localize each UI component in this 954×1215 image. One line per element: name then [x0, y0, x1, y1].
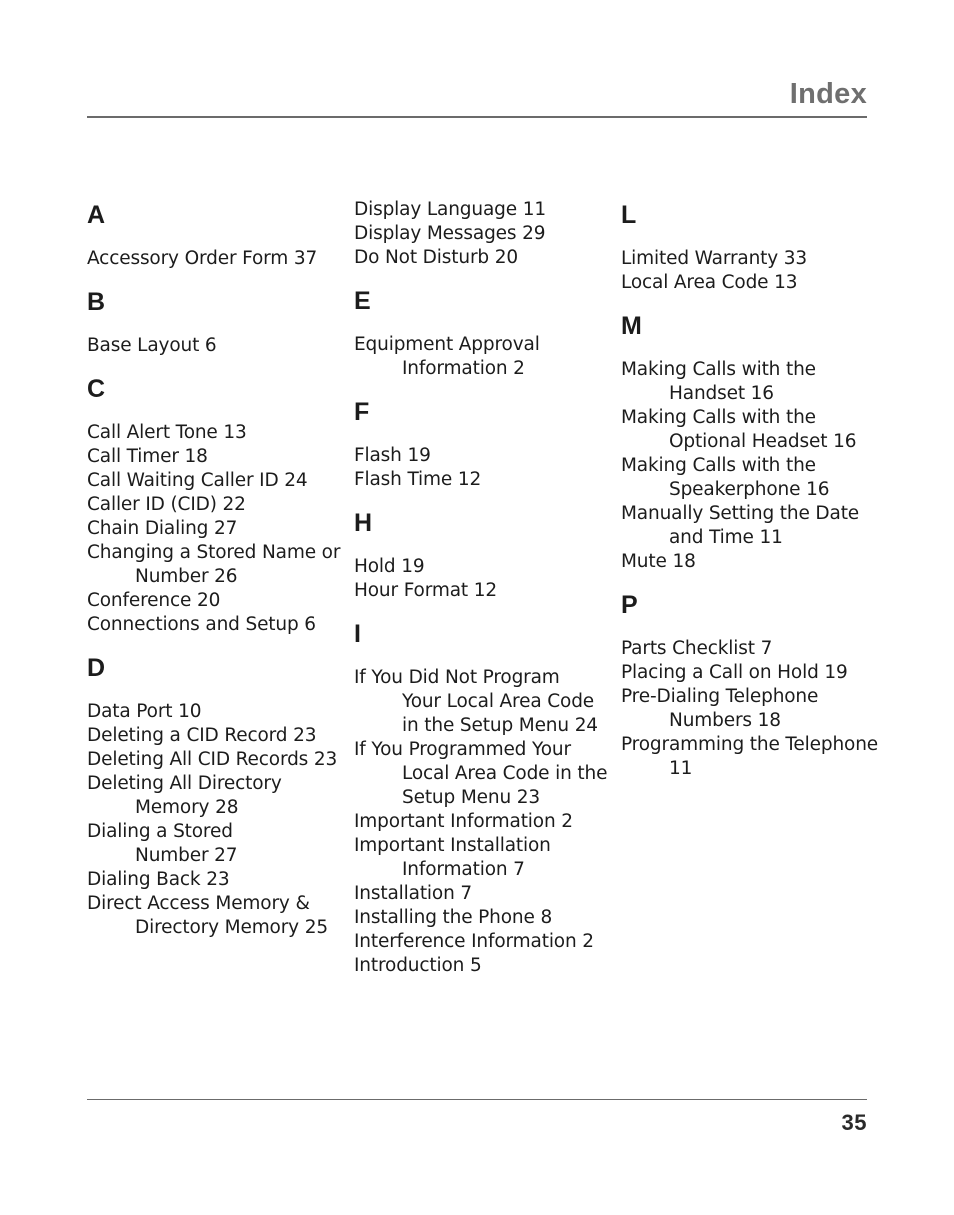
entry-text: Programming the Telephone	[621, 734, 879, 755]
section-letter: B	[87, 288, 106, 316]
entry-text: Introduction 5	[354, 955, 482, 976]
entry-continuation: 11	[669, 758, 693, 779]
index-section	[354, 395, 604, 492]
entry-text: Pre-Dialing Telephone	[621, 686, 819, 707]
index-entry	[354, 468, 604, 492]
entry-text: Do Not Disturb 20	[354, 247, 518, 268]
entry-text: Hour Format 12	[354, 580, 497, 601]
index-entry	[354, 666, 604, 738]
index-entry	[87, 334, 337, 358]
entry-text: Making Calls with the	[621, 455, 816, 476]
entry-text: Deleting All Directory	[87, 773, 282, 794]
index-entry	[354, 834, 604, 882]
index-entry	[621, 358, 871, 406]
index-section	[354, 284, 604, 381]
entry-text: Parts Checklist 7	[621, 638, 773, 659]
entry-text: Accessory Order Form 37	[87, 248, 318, 269]
index-entry	[354, 222, 604, 246]
index-entry	[87, 724, 337, 748]
entry-text: Direct Access Memory &	[87, 893, 310, 914]
entry-text: Flash Time 12	[354, 469, 482, 490]
index-entry	[87, 469, 337, 493]
entry-text: Dialing Back 23	[87, 869, 230, 890]
index-section	[621, 198, 871, 295]
index-entry	[87, 445, 337, 469]
index-entry	[87, 700, 337, 724]
entry-text: Mute 18	[621, 551, 696, 572]
index-entry	[621, 406, 871, 454]
index-entry	[87, 421, 337, 445]
index-section	[354, 506, 604, 603]
entry-continuation: Memory 28	[135, 797, 239, 818]
entry-text: Important Information 2	[354, 811, 573, 832]
index-entry	[354, 444, 604, 468]
section-letter: E	[354, 287, 371, 315]
index-entry	[87, 589, 337, 613]
entry-continuation: Information 7	[402, 859, 525, 880]
index-entry	[621, 454, 871, 502]
section-letter: I	[354, 620, 361, 648]
entry-text: Important Installation	[354, 835, 551, 856]
entry-continuation: Optional Headset 16	[669, 431, 857, 452]
index-entry	[354, 198, 604, 222]
index-entry	[354, 954, 604, 978]
entry-continuation: Your Local Area Code	[402, 691, 595, 712]
index-entry	[87, 613, 337, 637]
section-letter: A	[87, 201, 106, 229]
entry-continuation: Speakerphone 16	[669, 479, 830, 500]
entry-text: Equipment Approval	[354, 334, 540, 355]
entry-continuation: Number 27	[135, 845, 238, 866]
header-rule	[87, 116, 867, 118]
index-entry	[354, 246, 604, 270]
index-entry	[87, 820, 337, 868]
index-entry	[354, 930, 604, 954]
index-entry	[87, 748, 337, 772]
index-entry	[354, 738, 608, 810]
index-section	[354, 617, 608, 978]
entry-text: Limited Warranty 33	[621, 248, 808, 269]
entry-text: Caller ID (CID) 22	[87, 494, 246, 515]
index-entry	[621, 685, 871, 733]
entry-text: Chain Dialing 27	[87, 518, 238, 539]
index-entry	[354, 333, 604, 381]
section-letter: D	[87, 654, 106, 682]
entry-text: Hold 19	[354, 556, 425, 577]
index-entry	[87, 247, 337, 271]
entry-text: Installation 7	[354, 883, 473, 904]
entry-text: Display Language 11	[354, 199, 546, 220]
entry-continuation: Directory Memory 25	[135, 917, 328, 938]
index-section	[87, 651, 337, 940]
page-number: 35	[841, 1110, 867, 1135]
index-entry	[87, 772, 337, 820]
entry-continuation: Information 2	[402, 358, 525, 379]
index-entry	[354, 810, 604, 834]
entry-text: Installing the Phone 8	[354, 907, 553, 928]
entry-text: Manually Setting the Date	[621, 503, 860, 524]
index-entry	[87, 517, 337, 541]
entry-text: Dialing a Stored	[87, 821, 233, 842]
section-letter: C	[87, 375, 106, 403]
entry-text: Making Calls with the	[621, 359, 816, 380]
entry-text: Deleting All CID Records 23	[87, 749, 338, 770]
index-entry	[87, 868, 337, 892]
index-entry	[621, 550, 871, 574]
index-column-1	[87, 198, 341, 954]
entry-text: Interference Information 2	[354, 931, 594, 952]
index-column-3	[621, 198, 879, 795]
index-section	[87, 285, 337, 358]
index-entry	[87, 892, 337, 940]
index-section	[87, 372, 341, 637]
index-entry	[621, 733, 879, 781]
entry-continuation: and Time 11	[669, 527, 783, 548]
entry-text: Placing a Call on Hold 19	[621, 662, 848, 683]
entry-text: Making Calls with the	[621, 407, 816, 428]
entry-text: Call Timer 18	[87, 446, 208, 467]
entry-text: Data Port 10	[87, 701, 202, 722]
entry-text: Call Alert Tone 13	[87, 422, 247, 443]
index-entry	[621, 502, 871, 550]
entry-continuation: Numbers 18	[669, 710, 781, 731]
entry-text: Deleting a CID Record 23	[87, 725, 317, 746]
index-column-2	[354, 198, 608, 992]
index-entry	[354, 555, 604, 579]
index-entry	[621, 247, 871, 271]
section-letter: P	[621, 591, 638, 619]
section-letter: L	[621, 201, 637, 229]
entry-continuation: in the Setup Menu 24	[402, 715, 598, 736]
section-letter: F	[354, 398, 370, 426]
index-entry	[621, 661, 871, 685]
entry-continuation: Number 26	[135, 566, 238, 587]
entry-text: Connections and Setup 6	[87, 614, 316, 635]
entry-text: Changing a Stored Name or	[87, 542, 341, 563]
entry-text: Conference 20	[87, 590, 221, 611]
footer-rule	[87, 1099, 867, 1100]
index-entry	[87, 541, 341, 589]
section-letter: H	[354, 509, 373, 537]
entry-text: Display Messages 29	[354, 223, 546, 244]
entry-continuation: Setup Menu 23	[402, 787, 540, 808]
entry-text: If You Programmed Your	[354, 739, 571, 760]
index-section	[87, 198, 337, 271]
entry-continuation: Handset 16	[669, 383, 774, 404]
entry-continuation: Local Area Code in the	[402, 763, 608, 784]
index-section	[621, 588, 879, 781]
index-entry	[354, 579, 604, 603]
entry-text: If You Did Not Program	[354, 667, 560, 688]
entry-text: Call Waiting Caller ID 24	[87, 470, 308, 491]
entry-text: Local Area Code 13	[621, 272, 798, 293]
section-letter: M	[621, 312, 642, 340]
index-entry	[621, 637, 871, 661]
index-entry	[354, 906, 604, 930]
index-section	[621, 309, 871, 574]
index-entry	[621, 271, 871, 295]
index-entry	[354, 882, 604, 906]
entry-text: Base Layout 6	[87, 335, 217, 356]
page-title: Index	[789, 78, 867, 110]
index-entry	[87, 493, 337, 517]
index-section	[354, 198, 604, 270]
entry-text: Flash 19	[354, 445, 431, 466]
